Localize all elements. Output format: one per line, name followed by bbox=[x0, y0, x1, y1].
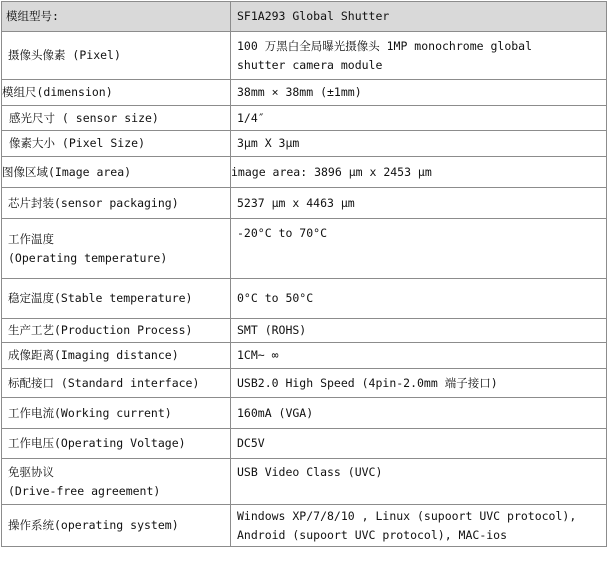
spec-row bbox=[2, 429, 607, 459]
spec-row bbox=[2, 369, 607, 398]
spec-row bbox=[2, 319, 607, 343]
spec-key: 成像距离(Imaging distance) bbox=[2, 343, 231, 369]
spec-value: DC5V bbox=[231, 429, 607, 459]
spec-key: 工作温度 (Operating temperature) bbox=[2, 219, 231, 279]
spec-key: 生产工艺(Production Process) bbox=[2, 319, 231, 343]
spec-key: 芯片封装(sensor packaging) bbox=[2, 188, 231, 219]
spec-value: 3μm X 3μm bbox=[231, 131, 607, 157]
spec-row bbox=[2, 343, 607, 369]
spec-row bbox=[2, 188, 607, 219]
spec-value: 5237 μm x 4463 μm bbox=[231, 188, 607, 219]
spec-value: 1CM~ ∞ bbox=[231, 343, 607, 369]
spec-key: 操作系统(operating system) bbox=[2, 505, 231, 547]
spec-value: 1/4″ bbox=[231, 106, 607, 131]
spec-row bbox=[2, 80, 607, 106]
spec-value: SMT (ROHS) bbox=[231, 319, 607, 343]
spec-key: 标配接口 (Standard interface) bbox=[2, 369, 231, 398]
spec-key: 稳定温度(Stable temperature) bbox=[2, 279, 231, 319]
spec-value: 38mm × 38mm (±1mm) bbox=[231, 80, 607, 106]
spec-key: 感光尺寸 ( sensor size) bbox=[2, 106, 231, 131]
spec-row bbox=[2, 398, 607, 429]
spec-value: -20°C to 70°C bbox=[231, 219, 607, 279]
spec-header-key: 模组型号: bbox=[2, 2, 231, 32]
spec-key: 图像区域(Image area) bbox=[2, 157, 231, 188]
spec-value: USB Video Class (UVC) bbox=[231, 459, 607, 505]
spec-value: 0°C to 50°C bbox=[231, 279, 607, 319]
spec-row bbox=[2, 459, 607, 505]
spec-row bbox=[2, 505, 607, 547]
spec-row bbox=[2, 157, 607, 188]
spec-header-value: SF1A293 Global Shutter bbox=[231, 2, 607, 32]
spec-row bbox=[2, 131, 607, 157]
spec-key: 免驱协议 (Drive-free agreement) bbox=[2, 459, 231, 505]
spec-value: 100 万黑白全局曝光摄像头 1MP monochrome global shutter camera module bbox=[231, 32, 607, 80]
spec-key: 像素大小 (Pixel Size) bbox=[2, 131, 231, 157]
spec-row bbox=[2, 279, 607, 319]
spec-value: 160mA (VGA) bbox=[231, 398, 607, 429]
spec-row bbox=[2, 32, 607, 80]
spec-key: 工作电压(Operating Voltage) bbox=[2, 429, 231, 459]
spec-value: USB2.0 High Speed (4pin-2.0mm 端子接口) bbox=[231, 369, 607, 398]
spec-value: Windows XP/7/8/10 , Linux (supoort UVC protocol), Android (supoort UVC protocol), MAC-ios bbox=[231, 505, 607, 547]
spec-row bbox=[2, 219, 607, 279]
spec-key: 工作电流(Working current) bbox=[2, 398, 231, 429]
spec-row bbox=[2, 106, 607, 131]
spec-key: 摄像头像素 (Pixel) bbox=[2, 32, 231, 80]
spec-key: 模组尺(dimension) bbox=[2, 80, 231, 106]
spec-header-row bbox=[2, 2, 607, 32]
spec-value: image area: 3896 μm x 2453 μm bbox=[231, 157, 607, 188]
spec-table bbox=[1, 1, 607, 547]
